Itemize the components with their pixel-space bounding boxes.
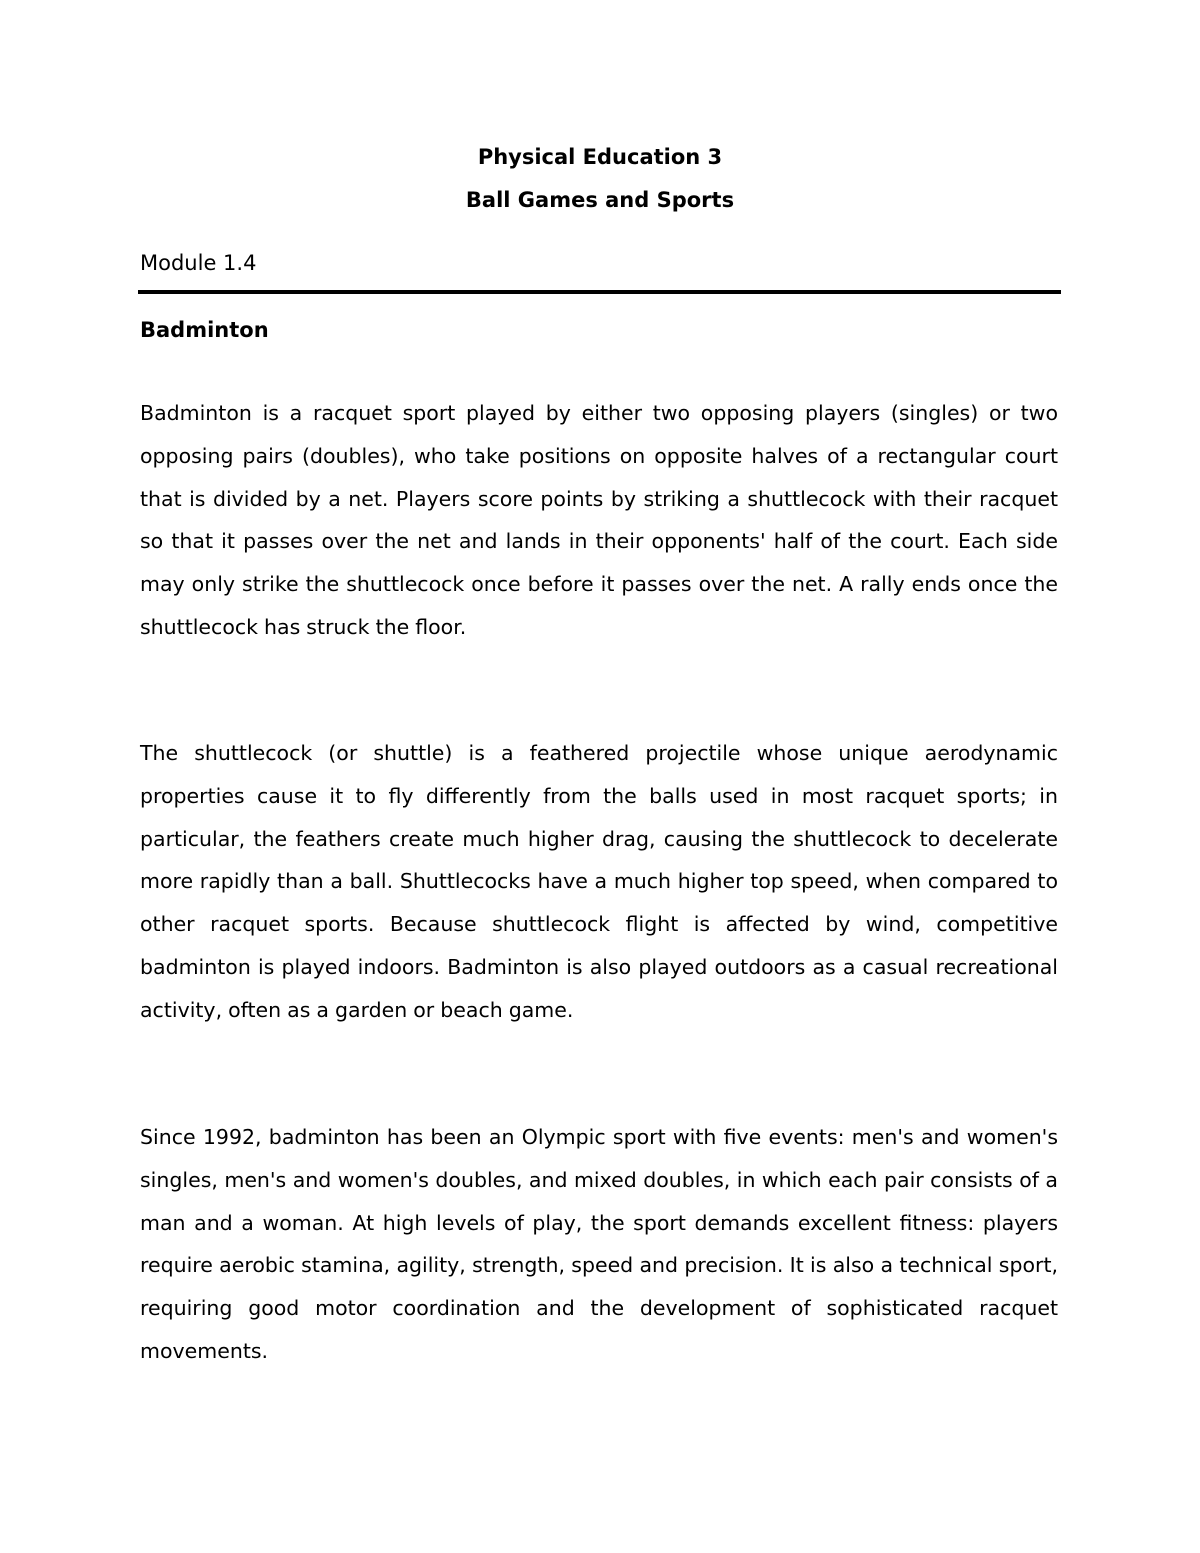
paragraph-shuttlecock: The shuttlecock (or shuttle) is a feathered projectile whose unique aerodynamic properties cause it to fly differently from the balls used in most racquet sports; in particular, the feathers create much higher drag, causing the shuttlecock to decelerate more rapidly than a ball. Shuttlecocks have a much higher top speed, when compared to other racquet sports. Because shuttlecock flight is affected by wind, competitive badminton is played indoors. Badminton is also played outdoors as a casual recreational activity, often as a garden or beach game. [140,741,1058,1022]
paragraph-intro: Badminton is a racquet sport played by either two opposing players (singles) or two opposing pairs (doubles), who take positions on opposite halves of a rectangular court that is divided by a net. Players score points by striking a shuttlecock with their racquet so that it passes over the net and lands in their opponents' half of the court. Each side may only strike the shuttlecock once before it passes over the net. A rally ends once the shuttlecock has struck the floor. [140,401,1058,639]
document-subtitle: Ball Games and Sports [465,188,735,212]
section-heading: Badminton [140,318,269,342]
document-title: Physical Education 3 [477,145,723,169]
paragraph-olympic: Since 1992, badminton has been an Olympic sport with five events: men's and women's singles, men's and women's doubles, and mixed doubles, in which each pair consists of a man and a woman. At high levels of play, the sport demands excellent fitness: players require aerobic stamina, agility, strength, speed and precision. It is also a technical sport, requiring good motor coordination and the development of sophisticated racquet movements. [140,1125,1058,1363]
horizontal-rule [138,290,1061,294]
module-label: Module 1.4 [140,251,257,275]
